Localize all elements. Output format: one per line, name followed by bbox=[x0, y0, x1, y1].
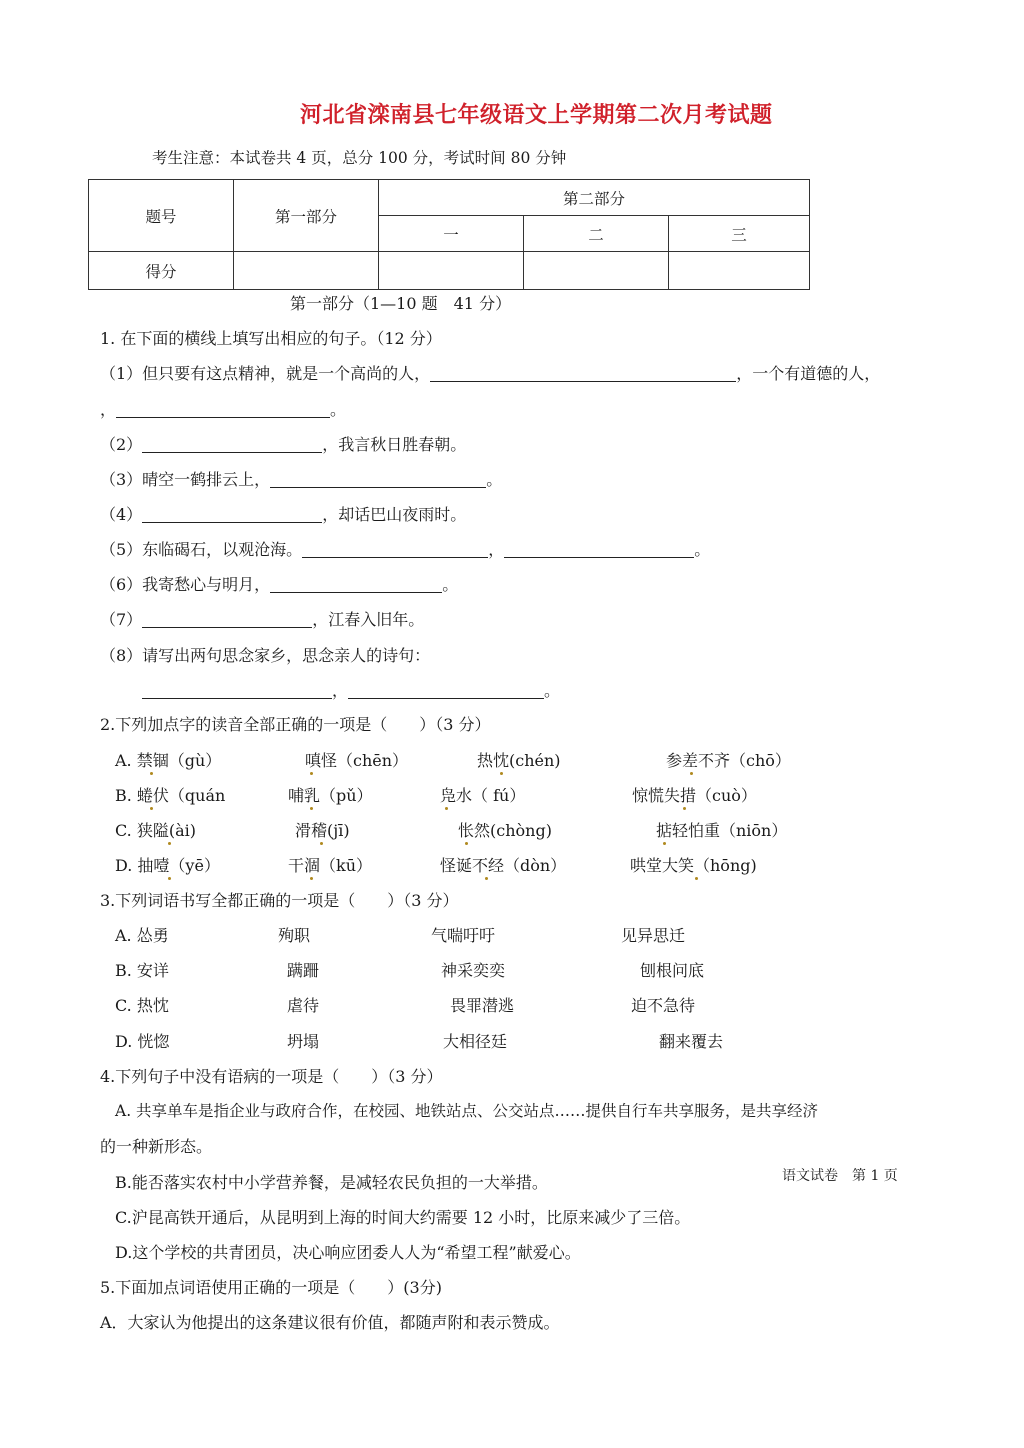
q1-item-8b-post: 。 bbox=[544, 681, 561, 700]
emphasis-dot bbox=[690, 772, 693, 775]
q4-option-d[interactable]: D.这个学校的共青团员，决心响应团委人人为“希望工程”献爱心。 bbox=[115, 1243, 581, 1262]
q1-item-4-pre: （4） bbox=[100, 505, 143, 524]
q1-item-2 bbox=[100, 432, 466, 455]
q1-item-2-post: ，我言秋日胜春朝。 bbox=[322, 435, 467, 454]
exam-notice: 考生注意：本试卷共 4 页，总分 100 分，考试时间 80 分钟 bbox=[152, 149, 567, 167]
q1-item-3-pre: （3）晴空一鹤排云上， bbox=[100, 470, 271, 489]
q1-item-5-pre: （5）东临碣石，以观沧海。 bbox=[100, 540, 303, 559]
q1-item-6-pre: （6）我寄愁心与明月， bbox=[100, 575, 271, 594]
header-sub-3: 三 bbox=[669, 216, 810, 252]
q3-d-word-4: 翻来覆去 bbox=[659, 1032, 724, 1051]
q1-item-5-mid: ， bbox=[488, 540, 505, 559]
section-one-heading: 第一部分（1—10 题 41 分） bbox=[290, 294, 512, 313]
q1-item-6-post: 。 bbox=[442, 575, 459, 594]
exam-title: 河北省滦南县七年级语文上学期第二次月考试题 bbox=[300, 102, 773, 128]
emphasis-dot bbox=[445, 807, 448, 810]
q1-blank-11[interactable] bbox=[348, 682, 544, 699]
header-question-number: 题号 bbox=[89, 180, 234, 252]
q2-b-word-2: 哺乳（pǔ） bbox=[288, 786, 373, 805]
q3-c-word-4: 迫不急待 bbox=[631, 996, 696, 1015]
score-table bbox=[88, 179, 810, 290]
emphasis-dot bbox=[150, 807, 153, 810]
emphasis-dot bbox=[683, 807, 686, 810]
q1-item-8b-mid: ， bbox=[332, 681, 349, 700]
q3-b-word-3: 神采奕奕 bbox=[441, 961, 506, 980]
q1-item-5 bbox=[100, 537, 710, 560]
q5-stem: 5.下面加点词语使用正确的一项是（ ）(3分) bbox=[100, 1278, 442, 1297]
q1-item-7 bbox=[100, 607, 424, 630]
q1-item-7-post: ，江春入旧年。 bbox=[312, 610, 425, 629]
q2-d-word-4: 哄堂大笑（hōng) bbox=[630, 856, 757, 875]
q1-item-1-mid: ，一个有道德的人， bbox=[736, 364, 881, 383]
q1-stem: 1. 在下面的横线上填写出相应的句子。（12 分） bbox=[100, 329, 442, 348]
q1-blank-9[interactable] bbox=[142, 611, 312, 628]
q2-option-c[interactable]: C. 狭隘(ài) bbox=[115, 821, 196, 840]
page-footer: 语文试卷 第 1 页 bbox=[782, 1168, 898, 1184]
q3-option-d[interactable]: D. 恍惚 bbox=[115, 1032, 170, 1051]
q1-blank-3[interactable] bbox=[142, 436, 322, 453]
q2-option-b[interactable]: B. 蜷伏（quán bbox=[115, 786, 226, 805]
q1-item-1b bbox=[100, 397, 346, 420]
q4-option-a[interactable]: A. 共享单车是指企业与政府合作，在校园、地铁站点、公交站点……提供自行车共享服务，是共享经济 bbox=[115, 1102, 819, 1120]
q1-item-6 bbox=[100, 572, 458, 595]
q1-blank-7[interactable] bbox=[504, 541, 694, 558]
emphasis-dot bbox=[150, 772, 153, 775]
q1-blank-10[interactable] bbox=[142, 682, 332, 699]
score-cell-sub3[interactable] bbox=[669, 252, 810, 290]
header-sub-1: 一 bbox=[379, 216, 524, 252]
q3-option-a[interactable]: A. 怂勇 bbox=[115, 926, 169, 945]
q3-d-word-2: 坍塌 bbox=[287, 1032, 320, 1051]
q2-b-word-3: 凫水（ fú） bbox=[440, 786, 526, 805]
emphasis-dot bbox=[663, 842, 666, 845]
q3-c-word-3: 畏罪潜逃 bbox=[450, 996, 515, 1015]
q2-d-word-2: 干涸（kū） bbox=[288, 856, 373, 875]
q1-item-1 bbox=[100, 361, 880, 384]
q3-option-c[interactable]: C. 热忱 bbox=[115, 996, 169, 1015]
emphasis-dot bbox=[485, 877, 488, 880]
q1-item-1b-pre: ， bbox=[100, 400, 117, 419]
q3-b-word-2: 蹒跚 bbox=[287, 961, 320, 980]
q1-item-3 bbox=[100, 467, 502, 490]
emphasis-dot bbox=[310, 877, 313, 880]
q3-b-word-4: 刨根问底 bbox=[640, 961, 705, 980]
q3-d-word-3: 大相径廷 bbox=[443, 1032, 508, 1051]
emphasis-dot bbox=[168, 842, 171, 845]
q2-option-d[interactable]: D. 抽噎（yē） bbox=[115, 856, 220, 875]
q3-stem: 3.下列词语书写全都正确的一项是（ ）（3 分） bbox=[100, 891, 459, 910]
q3-a-word-4: 见异思迁 bbox=[621, 926, 686, 945]
q1-blank-5[interactable] bbox=[142, 506, 322, 523]
score-cell-sub2[interactable] bbox=[524, 252, 669, 290]
q1-blank-6[interactable] bbox=[302, 541, 488, 558]
q2-b-word-4: 惊慌失措（cuò） bbox=[632, 786, 757, 805]
q1-item-1b-post: 。 bbox=[330, 400, 347, 419]
q2-a-word-2: 嗔怪（chēn） bbox=[305, 751, 409, 770]
score-row-label: 得分 bbox=[89, 252, 234, 290]
q1-item-7-pre: （7） bbox=[100, 610, 143, 629]
q4-option-a-cont: 的一种新形态。 bbox=[100, 1137, 213, 1156]
q2-a-word-4: 参差不齐（chō） bbox=[666, 751, 791, 770]
q1-blank-8[interactable] bbox=[270, 576, 442, 593]
q3-a-word-3: 气喘吁吁 bbox=[431, 926, 496, 945]
q1-item-1-pre: （1）但只要有这点精神，就是一个高尚的人， bbox=[100, 364, 431, 383]
emphasis-dot bbox=[500, 772, 503, 775]
q5-option-a[interactable]: A．大家认为他提出的这条建议很有价值，都随声附和表示赞成。 bbox=[100, 1313, 560, 1332]
q1-blank-2[interactable] bbox=[116, 401, 330, 418]
q1-blank-4[interactable] bbox=[270, 471, 486, 488]
q2-a-word-3: 热忱(chén) bbox=[477, 751, 561, 770]
emphasis-dot bbox=[695, 877, 698, 880]
emphasis-dot bbox=[310, 772, 313, 775]
q3-c-word-2: 虐待 bbox=[287, 996, 320, 1015]
q2-option-a[interactable]: A. 禁锢（gù） bbox=[115, 751, 222, 770]
q2-d-word-3: 怪诞不经（dòn） bbox=[440, 856, 567, 875]
q1-item-4 bbox=[100, 502, 466, 525]
q4-stem: 4.下列句子中没有语病的一项是（ ）（3 分） bbox=[100, 1067, 443, 1086]
score-cell-sub1[interactable] bbox=[379, 252, 524, 290]
q2-c-word-4: 掂轻怕重（niōn） bbox=[656, 821, 788, 840]
q1-item-8b bbox=[142, 678, 560, 701]
score-cell-part1[interactable] bbox=[234, 252, 379, 290]
q2-c-word-3: 怅然(chòng) bbox=[458, 821, 552, 840]
q2-c-word-2: 滑稽(jī) bbox=[295, 821, 350, 840]
q3-option-b[interactable]: B. 安详 bbox=[115, 961, 169, 980]
q1-item-8: （8）请写出两句思念家乡，思念亲人的诗句： bbox=[100, 646, 431, 665]
q4-option-b[interactable]: B.能否落实农村中小学营养餐，是减轻农民负担的一大举措。 bbox=[115, 1173, 548, 1192]
q1-item-5-post: 。 bbox=[694, 540, 711, 559]
emphasis-dot bbox=[320, 842, 323, 845]
q2-stem: 2.下列加点字的读音全部正确的一项是（ ）（3 分） bbox=[100, 715, 491, 734]
header-sub-2: 二 bbox=[524, 216, 669, 252]
q3-a-word-2: 殉职 bbox=[278, 926, 311, 945]
emphasis-dot bbox=[168, 877, 171, 880]
q1-blank-1[interactable] bbox=[430, 365, 736, 382]
emphasis-dot bbox=[465, 842, 468, 845]
header-part-one: 第一部分 bbox=[234, 180, 379, 252]
q1-item-4-post: ，却话巴山夜雨时。 bbox=[322, 505, 467, 524]
emphasis-dot bbox=[310, 807, 313, 810]
q1-item-2-pre: （2） bbox=[100, 435, 143, 454]
q4-option-c[interactable]: C.沪昆高铁开通后，从昆明到上海的时间大约需要 12 小时，比原来减少了三倍。 bbox=[115, 1208, 691, 1227]
header-part-two: 第二部分 bbox=[379, 180, 810, 216]
q1-item-3-post: 。 bbox=[486, 470, 503, 489]
